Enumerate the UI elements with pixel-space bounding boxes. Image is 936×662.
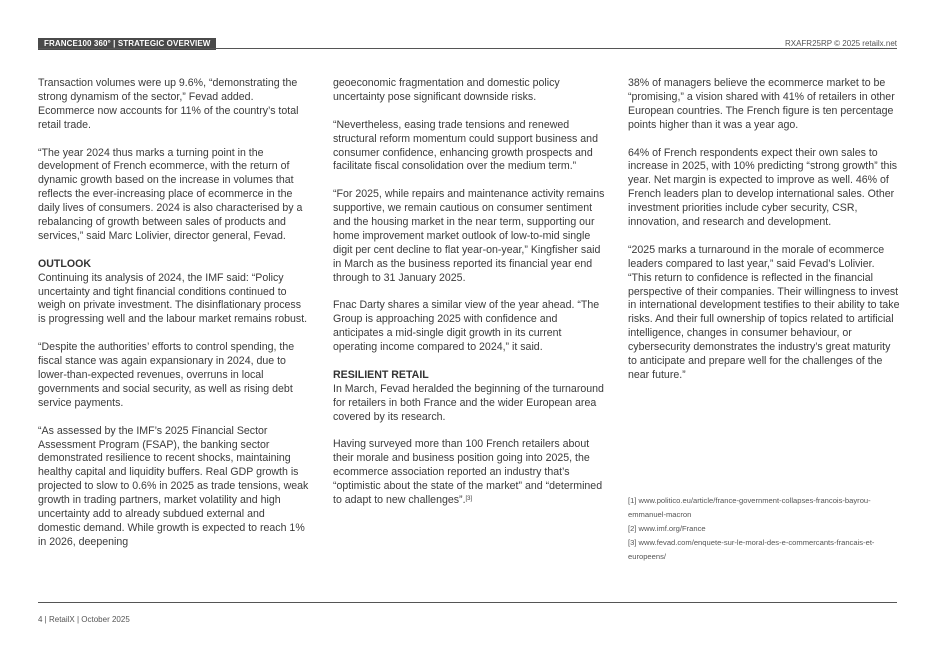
paragraph: geoeconomic fragmentation and domestic policy uncertainty pose significant downside risks. bbox=[333, 77, 560, 103]
paragraph: “2025 marks a turnaround in the morale of ecommerce leaders compared to last year,” said Fevad’s Lolivier. “This return to confidence is reflected in the financial perspective of their companies. Their willingness to invest in international development testifies to their ability to take risks. And their full ownership of topics related to artificial intelligence, changes in consumer behaviour, or cybersecurity demonstrates the industry’s great maturity to anticipate and prepare well for the challenges of the near future.” bbox=[628, 243, 900, 381]
footnote-reference: [3] bbox=[465, 496, 473, 503]
paragraph: 38% of managers believe the ecommerce market to be “promising,” a vision shared with 41% of retailers in other European countries. The French figure is ten percentage points higher than it was a year ago. bbox=[628, 77, 895, 131]
paragraph: “Despite the authorities’ efforts to control spending, the fiscal stance was again expansionary in 2024, due to lower-than-expected revenues, overruns in local governments and social security, as well as rising debt service payments. bbox=[38, 341, 295, 409]
column-3 bbox=[628, 77, 900, 397]
footnote-1: [1] www.politico.eu/article/france-government-collapses-francois-bayrou-emmanuel-macron bbox=[628, 496, 871, 519]
paragraph: Transaction volumes were up 9.6%, “demonstrating the strong dynamism of the sector,” Fevad added. Ecommerce now accounts for 11% of the country’s total retail trade. bbox=[38, 77, 299, 131]
section-heading-outlook: OUTLOOK bbox=[38, 257, 91, 270]
paragraph: “The year 2024 thus marks a turning point in the development of French ecommerce, with the return of dynamic growth based on the increase in volumes that reflects the ever-increasing place of ecommerce in the daily lives of consumers. 2024 is also characterised by a rebalancing of growth between sales of products and services,” said Marc Lolivier, director general, Fevad. bbox=[38, 146, 303, 242]
paragraph: In March, Fevad heralded the beginning of the turnaround for retailers in both France and the wider European area covered by its research. bbox=[333, 382, 604, 423]
column-2 bbox=[333, 77, 605, 522]
report-code: RXAFR25RP © 2025 retailx.net bbox=[784, 39, 897, 48]
page-footer: 4 | RetailX | October 2025 bbox=[38, 615, 130, 624]
column-1 bbox=[38, 77, 310, 564]
paragraph bbox=[333, 438, 605, 508]
footnotes bbox=[628, 494, 898, 564]
paragraph: 64% of French respondents expect their own sales to increase in 2025, with 10% predicting “strong growth” this year. Net margin is expected to improve as well. 46% of French leaders plan to develop international sales. Other investment priorities include cyber security, CSR, innovation, and research and development. bbox=[628, 146, 898, 229]
footer-divider bbox=[38, 602, 897, 603]
paragraph: Continuing its analysis of 2024, the IMF said: “Policy uncertainty and tight financial conditions continued to weigh on private investment. The disinflationary process is progressing well and the labour market remains robust. bbox=[38, 271, 308, 326]
section-heading-resilient-retail: RESILIENT RETAIL bbox=[333, 368, 429, 381]
paragraph: “Nevertheless, easing trade tensions and renewed structural reform momentum could support business and consumer confidence, enhancing growth prospects and facilitate fiscal consolidation over the medium term.” bbox=[333, 118, 598, 173]
paragraph-text: Having surveyed more than 100 French retailers about their morale and business position going into 2025, the ecommerce association reported an industry that’s “optimistic about the state of the market” and “determined to adapt to new challenges”. bbox=[333, 438, 603, 507]
header-divider bbox=[38, 48, 897, 49]
paragraph: “For 2025, while repairs and maintenance activity remains supportive, we remain cautious on consumer sentiment and the housing market in the near term, supporting our home improvement market outlook of low-to-mid single digit per cent decline to flat year-on-year,” Kingfisher said in March as the business reported its financial year end through to 31 January 2025. bbox=[333, 188, 605, 284]
paragraph: “As assessed by the IMF’s 2025 Financial Sector Assessment Program (FSAP), the banking sector demonstrated resilience to recent shocks, maintaining healthy capital and liquidity buffers. Real GDP growth is projected to slow to 0.6% in 2025 as trade tensions, weak growth in trading partners, market volatility and high uncertainty add to already subdued external and domestic demand. While growth is expected to reach 1% in 2026, deepening bbox=[38, 424, 309, 548]
footnote-3: [3] www.fevad.com/enquete-sur-le-moral-des-e-commercants-francais-et-europeens/ bbox=[628, 537, 875, 561]
footnote-2: [2] www.imf.org/France bbox=[628, 523, 706, 533]
section-header-tag: FRANCE100 360° | STRATEGIC OVERVIEW bbox=[38, 38, 216, 50]
paragraph: Fnac Darty shares a similar view of the year ahead. “The Group is approaching 2025 with confidence and anticipates a mid-single digit growth in its current operating income compared to 2024,” it said. bbox=[333, 299, 600, 354]
